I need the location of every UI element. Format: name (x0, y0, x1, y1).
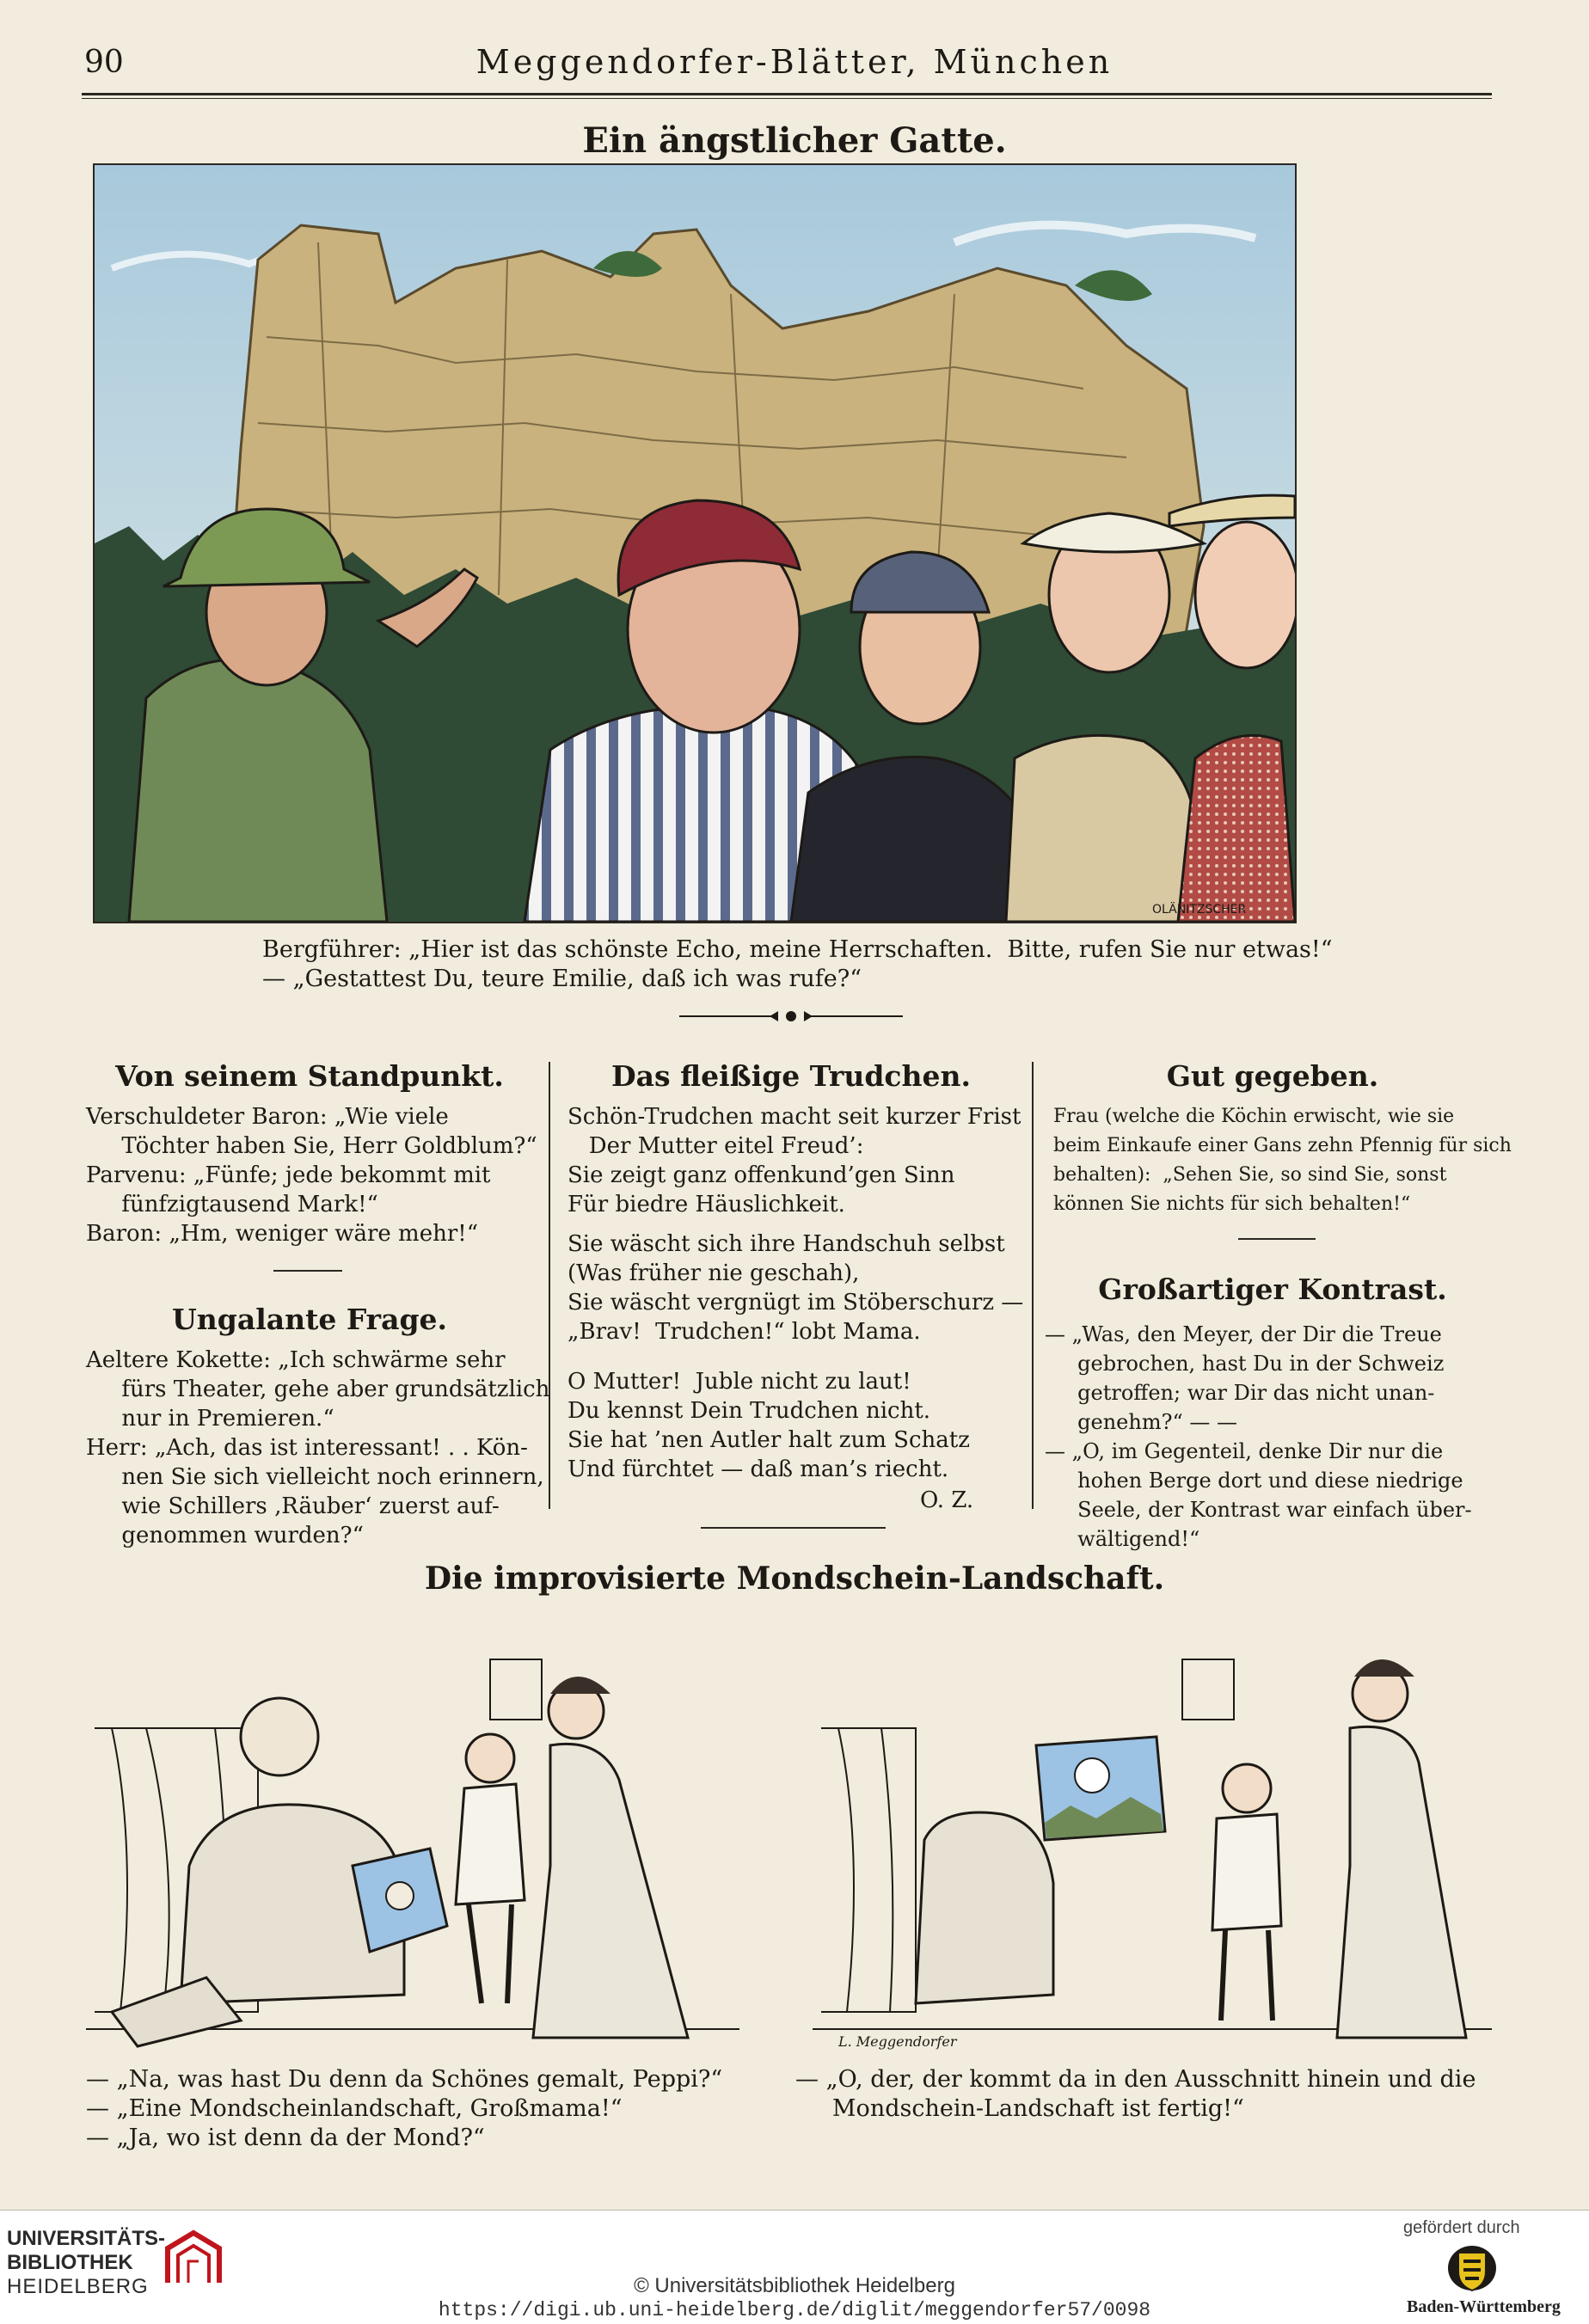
poem-line: Du kennst Dein Trudchen nicht. (568, 1398, 931, 1424)
cartoon1-caption-line2: — „Gestattest Du, teure Emilie, daß ich was rufe?“ (262, 966, 862, 992)
cartoon1-signature: OLÄNITZSCHER (1152, 903, 1247, 917)
joke-title-standpunkt: Von seinem Standpunkt. (115, 1059, 504, 1093)
poem-title: Das fleißige Trudchen. (611, 1059, 971, 1093)
poem-line: Sie zeigt ganz offenkund’gen Sinn (568, 1162, 955, 1188)
divider-ornament (679, 1006, 903, 1027)
moonlight-panel-right (813, 1608, 1492, 2055)
joke-text-line: fürs Theater, gehe aber grundsätzlich (86, 1377, 550, 1402)
short-rule (273, 1270, 342, 1272)
joke-text-line: — „O, im Gegenteil, denke Dir nur die (1045, 1439, 1444, 1463)
joke-text-line: genehm?“ — — (1045, 1410, 1237, 1434)
poem-line: Für biedre Häuslichkeit. (568, 1192, 845, 1217)
cartoon2-caption-right: Mondschein-Landschaft ist fertig!“ (795, 2095, 1244, 2122)
permalink[interactable]: https://digi.ub.uni-heidelberg.de/diglit/meggendorfer57/0098 (438, 2299, 1151, 2321)
joke-title-gut-gegeben: Gut gegeben. (1166, 1059, 1379, 1093)
poem-line: (Was früher nie geschah), (568, 1260, 860, 1286)
poem-line: O Mutter! Juble nicht zu laut! (568, 1369, 911, 1395)
joke-text-line: fünfzigtausend Mark!“ (86, 1192, 378, 1217)
cartoon2-caption-left: — „Eine Mondscheinlandschaft, Großmama!“ (86, 2095, 623, 2122)
header-rule-thin (82, 98, 1492, 99)
cartoon2-caption-left: — „Na, was hast Du denn da Schönes gemalt, Peppi?“ (86, 2066, 723, 2093)
joke-text-line: Frau (welche die Köchin erwischt, wie sie (1053, 1106, 1455, 1127)
moonlight-left-drawing (86, 1608, 739, 2055)
library-name-line1: UNIVERSITÄTS- (7, 2227, 166, 2250)
joke-text-line: gebrochen, hast Du in der Schweiz (1045, 1352, 1445, 1376)
header-rule (82, 93, 1492, 95)
poem-line: Der Mutter eitel Freud’: (568, 1133, 864, 1159)
joke-text-line: wie Schillers ‚Räuber‘ zuerst auf- (86, 1493, 500, 1519)
joke-title-kontrast: Großartiger Kontrast. (1098, 1272, 1447, 1306)
poem-line: Sie hat ’nen Autler halt zum Schatz (568, 1427, 970, 1453)
joke-text-line: wältigend!“ (1045, 1527, 1200, 1551)
column-rule-1 (549, 1062, 550, 1509)
joke-text-line: Seele, der Kontrast war einfach über- (1045, 1498, 1472, 1522)
page-number: 90 (84, 45, 124, 80)
joke-title-ungalante-frage: Ungalante Frage. (171, 1303, 448, 1336)
joke-text-line: behalten): „Sehen Sie, so sind Sie, sonst (1053, 1164, 1447, 1186)
cartoon2-caption-left: — „Ja, wo ist denn da der Mond?“ (86, 2125, 485, 2151)
library-name-line2: BIBLIOTHEK (7, 2251, 133, 2274)
copyright-text: © Universitätsbibliothek Heidelberg (634, 2274, 955, 2297)
baden-wuerttemberg-coat-of-arms-icon[interactable] (1446, 2242, 1498, 2294)
mountain-echo-illustration (93, 163, 1297, 923)
joke-text-line: nen Sie sich vielleicht noch erinnern, (86, 1464, 544, 1490)
cartoon2-signature: L. Meggendorfer (838, 2033, 957, 2050)
joke-text-line: Aeltere Kokette: „Ich schwärme sehr (86, 1347, 506, 1373)
joke-text-line: — „Was, den Meyer, der Dir die Treue (1045, 1322, 1442, 1346)
cartoon1-title: Ein ängstlicher Gatte. (582, 120, 1007, 161)
joke-text-line: nur in Premieren.“ (86, 1406, 334, 1432)
joke-text-line: Töchter haben Sie, Herr Goldblum?“ (86, 1133, 537, 1159)
moon-through-hole (1075, 1758, 1109, 1793)
cartoon2-title: Die improvisierte Mondschein-Landschaft. (424, 1561, 1165, 1597)
poem-line: Sie wäscht sich ihre Handschuh selbst (568, 1231, 1005, 1257)
joke-text-line: Herr: „Ach, das ist interessant! . . Kön- (86, 1435, 528, 1461)
column-rule-2 (1032, 1062, 1034, 1509)
poem-line: Und fürchtet — daß man’s riecht. (568, 1456, 949, 1482)
footer-rule (0, 2210, 1589, 2211)
joke-text-line: Baron: „Hm, weniger wäre mehr!“ (86, 1221, 479, 1247)
moonlight-right-drawing (813, 1608, 1492, 2055)
poem-author: O. Z. (920, 1487, 974, 1513)
joke-text-line: Parvenu: „Fünfe; jede bekommt mit (86, 1162, 491, 1188)
poem-line: „Brav! Trudchen!“ lobt Mama. (568, 1319, 921, 1345)
sponsor-label: gefördert durch (1403, 2218, 1520, 2237)
joke-text-line: hohen Berge dort und diese niedrige (1045, 1469, 1463, 1493)
short-rule (1238, 1238, 1316, 1240)
section-rule (701, 1527, 886, 1529)
magazine-header-title: Meggendorfer-Blätter, München (475, 43, 1114, 81)
joke-text-line: Verschuldeter Baron: „Wie viele (86, 1104, 449, 1130)
moonlight-panel-left (86, 1608, 739, 2055)
joke-text-line: genommen wurden?“ (86, 1523, 364, 1548)
joke-text-line: können Sie nichts für sich behalten!“ (1053, 1193, 1411, 1215)
poem-line: Sie wäscht vergnügt im Stöberschurz — (568, 1290, 1024, 1315)
poem-line: Schön-Trudchen macht seit kurzer Frist (568, 1104, 1022, 1130)
library-name-line3: HEIDELBERG (7, 2275, 149, 2298)
mountain-echo-drawing (95, 165, 1295, 922)
sponsor-name: Baden-Württemberg (1407, 2297, 1561, 2316)
cartoon2-caption-right: — „O, der, der kommt da in den Ausschnitt hinein und die (795, 2066, 1476, 2093)
joke-text-line: beim Einkaufe einer Gans zehn Pfennig für sich (1053, 1135, 1512, 1156)
cartoon1-caption-line1: Bergführer: „Hier ist das schönste Echo, meine Herrschaften. Bitte, rufen Sie nur etwas!“ (262, 936, 1333, 963)
joke-text-line: getroffen; war Dir das nicht unan- (1045, 1381, 1435, 1405)
